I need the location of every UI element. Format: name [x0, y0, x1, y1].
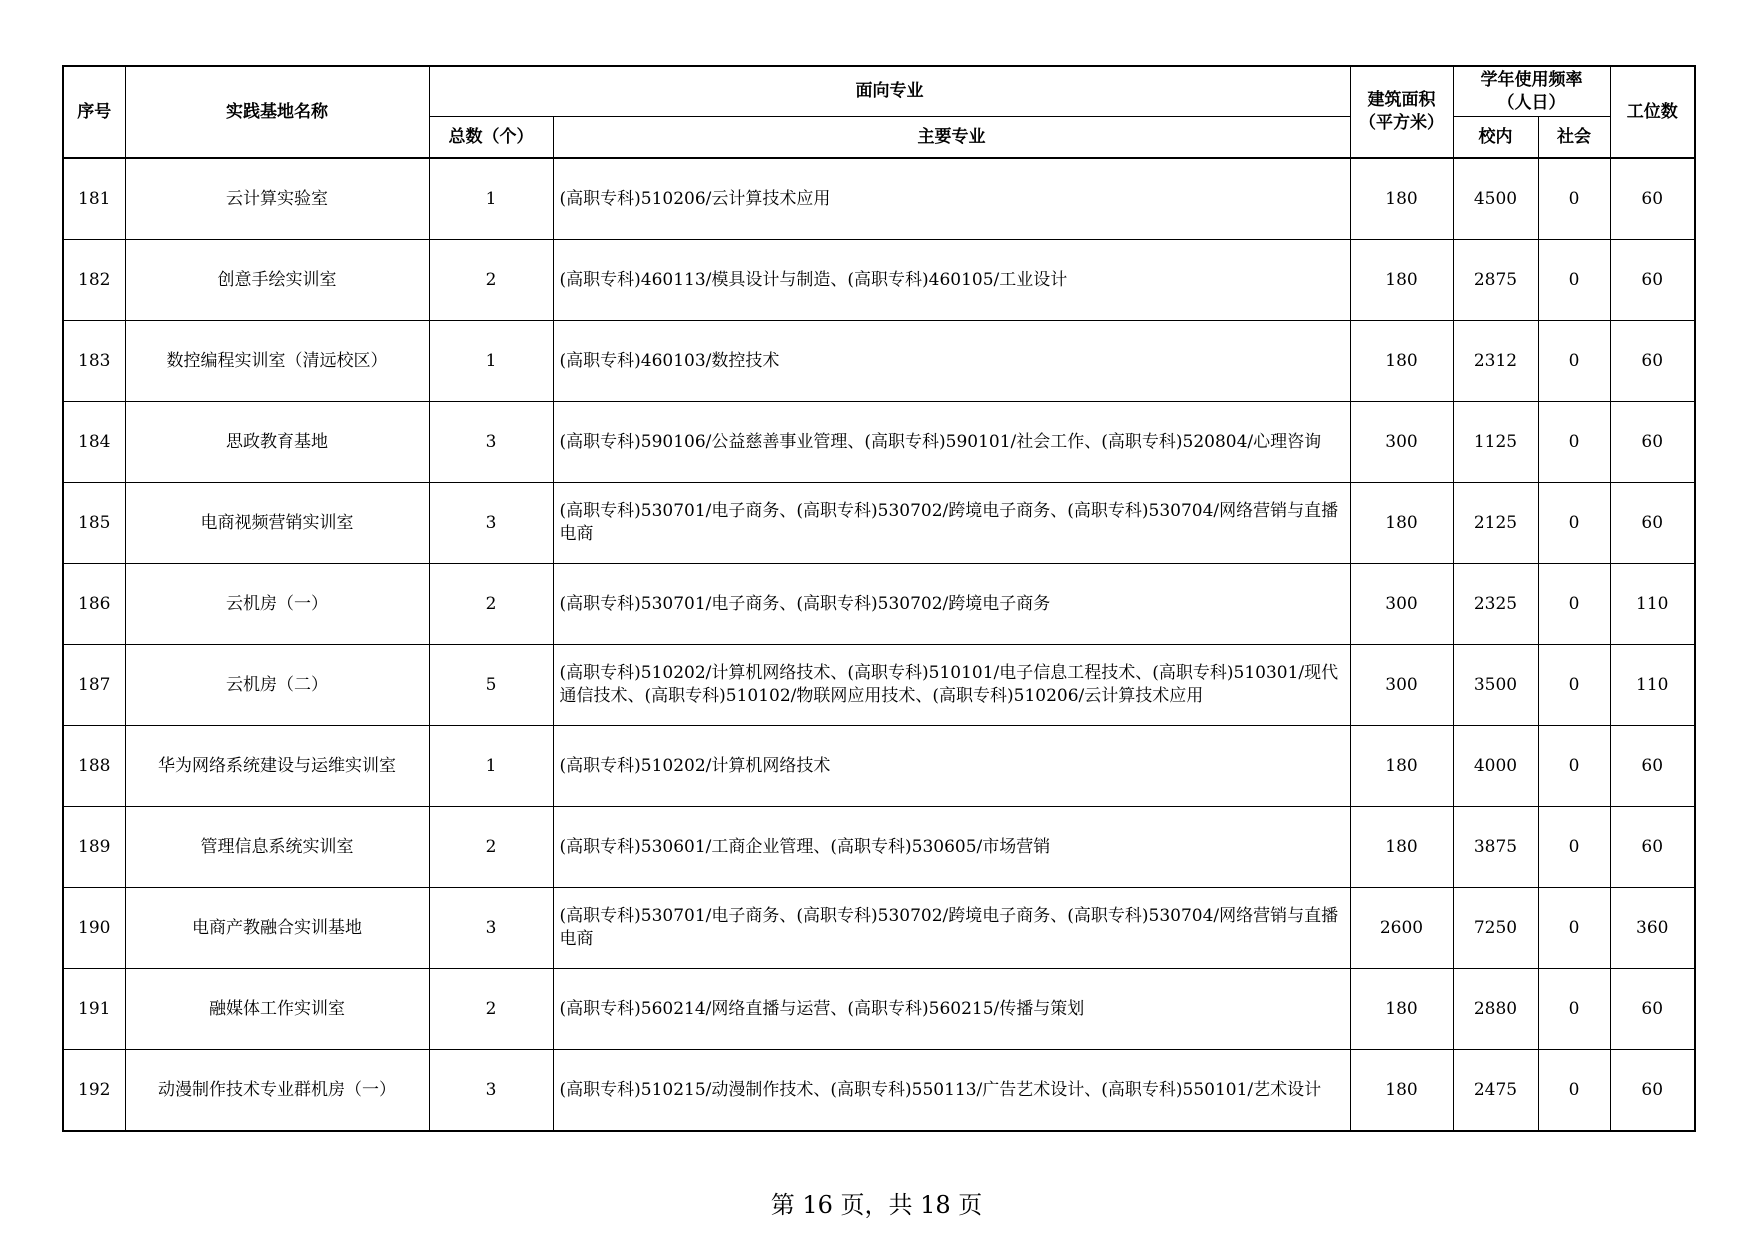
cell-society: 0	[1538, 888, 1610, 969]
cell-campus: 3875	[1453, 807, 1538, 888]
cell-stations: 60	[1610, 321, 1695, 402]
page-footer: 第 16 页，共 18 页	[770, 1191, 983, 1219]
training-base-table	[62, 65, 1696, 1132]
cell-area: 180	[1350, 483, 1453, 564]
cell-name: 华为网络系统建设与运维实训室	[125, 726, 429, 807]
table-row	[63, 969, 1695, 1050]
cell-majors: (高职专科)510202/计算机网络技术	[553, 726, 1350, 807]
cell-stations: 360	[1610, 888, 1695, 969]
cell-stations: 60	[1610, 969, 1695, 1050]
cell-seq: 192	[63, 1050, 125, 1132]
cell-name: 云机房（一）	[125, 564, 429, 645]
cell-seq: 182	[63, 240, 125, 321]
header-freq-line2: （人日）	[1497, 92, 1566, 113]
cell-name: 云机房（二）	[125, 645, 429, 726]
cell-stations: 110	[1610, 564, 1695, 645]
cell-seq: 191	[63, 969, 125, 1050]
cell-area: 180	[1350, 969, 1453, 1050]
header-society: 社会	[1538, 117, 1610, 159]
cell-stations: 60	[1610, 402, 1695, 483]
cell-stations: 60	[1610, 240, 1695, 321]
cell-area: 180	[1350, 158, 1453, 240]
cell-society: 0	[1538, 483, 1610, 564]
cell-total: 3	[429, 888, 553, 969]
cell-society: 0	[1538, 807, 1610, 888]
cell-majors: (高职专科)590106/公益慈善事业管理、(高职专科)590101/社会工作、(高职专科)520804/心理咨询	[553, 402, 1350, 483]
header-area-line1: 建筑面积	[1367, 90, 1436, 110]
header-name: 实践基地名称	[125, 66, 429, 158]
cell-name: 电商产教融合实训基地	[125, 888, 429, 969]
cell-total: 2	[429, 564, 553, 645]
cell-stations: 60	[1610, 1050, 1695, 1132]
header-majors-group: 面向专业	[429, 66, 1350, 117]
table-row	[63, 726, 1695, 807]
cell-total: 1	[429, 321, 553, 402]
cell-stations: 60	[1610, 483, 1695, 564]
cell-majors: (高职专科)530601/工商企业管理、(高职专科)530605/市场营销	[553, 807, 1350, 888]
cell-seq: 183	[63, 321, 125, 402]
cell-society: 0	[1538, 240, 1610, 321]
cell-name: 融媒体工作实训室	[125, 969, 429, 1050]
table-row	[63, 483, 1695, 564]
cell-majors: (高职专科)510206/云计算技术应用	[553, 158, 1350, 240]
table-body	[63, 158, 1695, 1131]
header-main-majors: 主要专业	[553, 117, 1350, 159]
cell-area: 180	[1350, 240, 1453, 321]
cell-campus: 3500	[1453, 645, 1538, 726]
table-row	[63, 564, 1695, 645]
cell-society: 0	[1538, 726, 1610, 807]
cell-society: 0	[1538, 321, 1610, 402]
cell-area: 2600	[1350, 888, 1453, 969]
cell-majors: (高职专科)530701/电子商务、(高职专科)530702/跨境电子商务	[553, 564, 1350, 645]
cell-society: 0	[1538, 402, 1610, 483]
table-row	[63, 888, 1695, 969]
cell-seq: 185	[63, 483, 125, 564]
cell-seq: 187	[63, 645, 125, 726]
cell-area: 180	[1350, 321, 1453, 402]
cell-majors: (高职专科)510215/动漫制作技术、(高职专科)550113/广告艺术设计、(高职专科)550101/艺术设计	[553, 1050, 1350, 1132]
table-row	[63, 645, 1695, 726]
cell-total: 5	[429, 645, 553, 726]
cell-majors: (高职专科)560214/网络直播与运营、(高职专科)560215/传播与策划	[553, 969, 1350, 1050]
cell-name: 思政教育基地	[125, 402, 429, 483]
cell-stations: 60	[1610, 158, 1695, 240]
cell-campus: 4500	[1453, 158, 1538, 240]
header-freq-line1: 学年使用频率	[1480, 69, 1583, 90]
cell-majors: (高职专科)510202/计算机网络技术、(高职专科)510101/电子信息工程技术、(高职专科)510301/现代通信技术、(高职专科)510102/物联网应用技术、(高职专科)510206/云计算技术应用	[553, 645, 1350, 726]
cell-total: 2	[429, 969, 553, 1050]
table-row	[63, 158, 1695, 240]
cell-name: 电商视频营销实训室	[125, 483, 429, 564]
cell-area: 180	[1350, 726, 1453, 807]
cell-name: 管理信息系统实训室	[125, 807, 429, 888]
cell-majors: (高职专科)460113/模具设计与制造、(高职专科)460105/工业设计	[553, 240, 1350, 321]
cell-seq: 186	[63, 564, 125, 645]
cell-total: 1	[429, 158, 553, 240]
header-seq: 序号	[63, 66, 125, 158]
cell-name: 创意手绘实训室	[125, 240, 429, 321]
cell-campus: 4000	[1453, 726, 1538, 807]
cell-name: 动漫制作技术专业群机房（一）	[125, 1050, 429, 1132]
cell-society: 0	[1538, 645, 1610, 726]
cell-society: 0	[1538, 564, 1610, 645]
cell-society: 0	[1538, 1050, 1610, 1132]
header-area-line2: （平方米）	[1359, 113, 1444, 133]
table-row	[63, 1050, 1695, 1132]
cell-majors: (高职专科)530701/电子商务、(高职专科)530702/跨境电子商务、(高职专科)530704/网络营销与直播电商	[553, 888, 1350, 969]
cell-campus: 1125	[1453, 402, 1538, 483]
cell-seq: 190	[63, 888, 125, 969]
cell-total: 1	[429, 726, 553, 807]
cell-area: 300	[1350, 564, 1453, 645]
table-row	[63, 240, 1695, 321]
table-row	[63, 807, 1695, 888]
cell-campus: 2875	[1453, 240, 1538, 321]
cell-area: 300	[1350, 402, 1453, 483]
header-area	[1350, 66, 1453, 158]
cell-campus: 2312	[1453, 321, 1538, 402]
cell-seq: 188	[63, 726, 125, 807]
header-row-1	[63, 66, 1695, 117]
cell-area: 180	[1350, 1050, 1453, 1132]
cell-majors: (高职专科)530701/电子商务、(高职专科)530702/跨境电子商务、(高职专科)530704/网络营销与直播电商	[553, 483, 1350, 564]
cell-campus: 2125	[1453, 483, 1538, 564]
cell-total: 3	[429, 1050, 553, 1132]
cell-stations: 110	[1610, 645, 1695, 726]
cell-campus: 2325	[1453, 564, 1538, 645]
cell-total: 2	[429, 807, 553, 888]
cell-area: 180	[1350, 807, 1453, 888]
cell-campus: 2475	[1453, 1050, 1538, 1132]
cell-stations: 60	[1610, 807, 1695, 888]
cell-total: 3	[429, 483, 553, 564]
cell-seq: 184	[63, 402, 125, 483]
cell-society: 0	[1538, 158, 1610, 240]
cell-name: 数控编程实训室（清远校区）	[125, 321, 429, 402]
cell-majors: (高职专科)460103/数控技术	[553, 321, 1350, 402]
cell-name: 云计算实验室	[125, 158, 429, 240]
header-frequency	[1453, 66, 1610, 117]
table-row	[63, 402, 1695, 483]
cell-seq: 189	[63, 807, 125, 888]
cell-total: 2	[429, 240, 553, 321]
cell-stations: 60	[1610, 726, 1695, 807]
header-campus: 校内	[1453, 117, 1538, 159]
cell-seq: 181	[63, 158, 125, 240]
header-total: 总数（个）	[429, 117, 553, 159]
table-row	[63, 321, 1695, 402]
cell-society: 0	[1538, 969, 1610, 1050]
cell-area: 300	[1350, 645, 1453, 726]
cell-total: 3	[429, 402, 553, 483]
cell-campus: 2880	[1453, 969, 1538, 1050]
header-stations: 工位数	[1610, 66, 1695, 158]
cell-campus: 7250	[1453, 888, 1538, 969]
